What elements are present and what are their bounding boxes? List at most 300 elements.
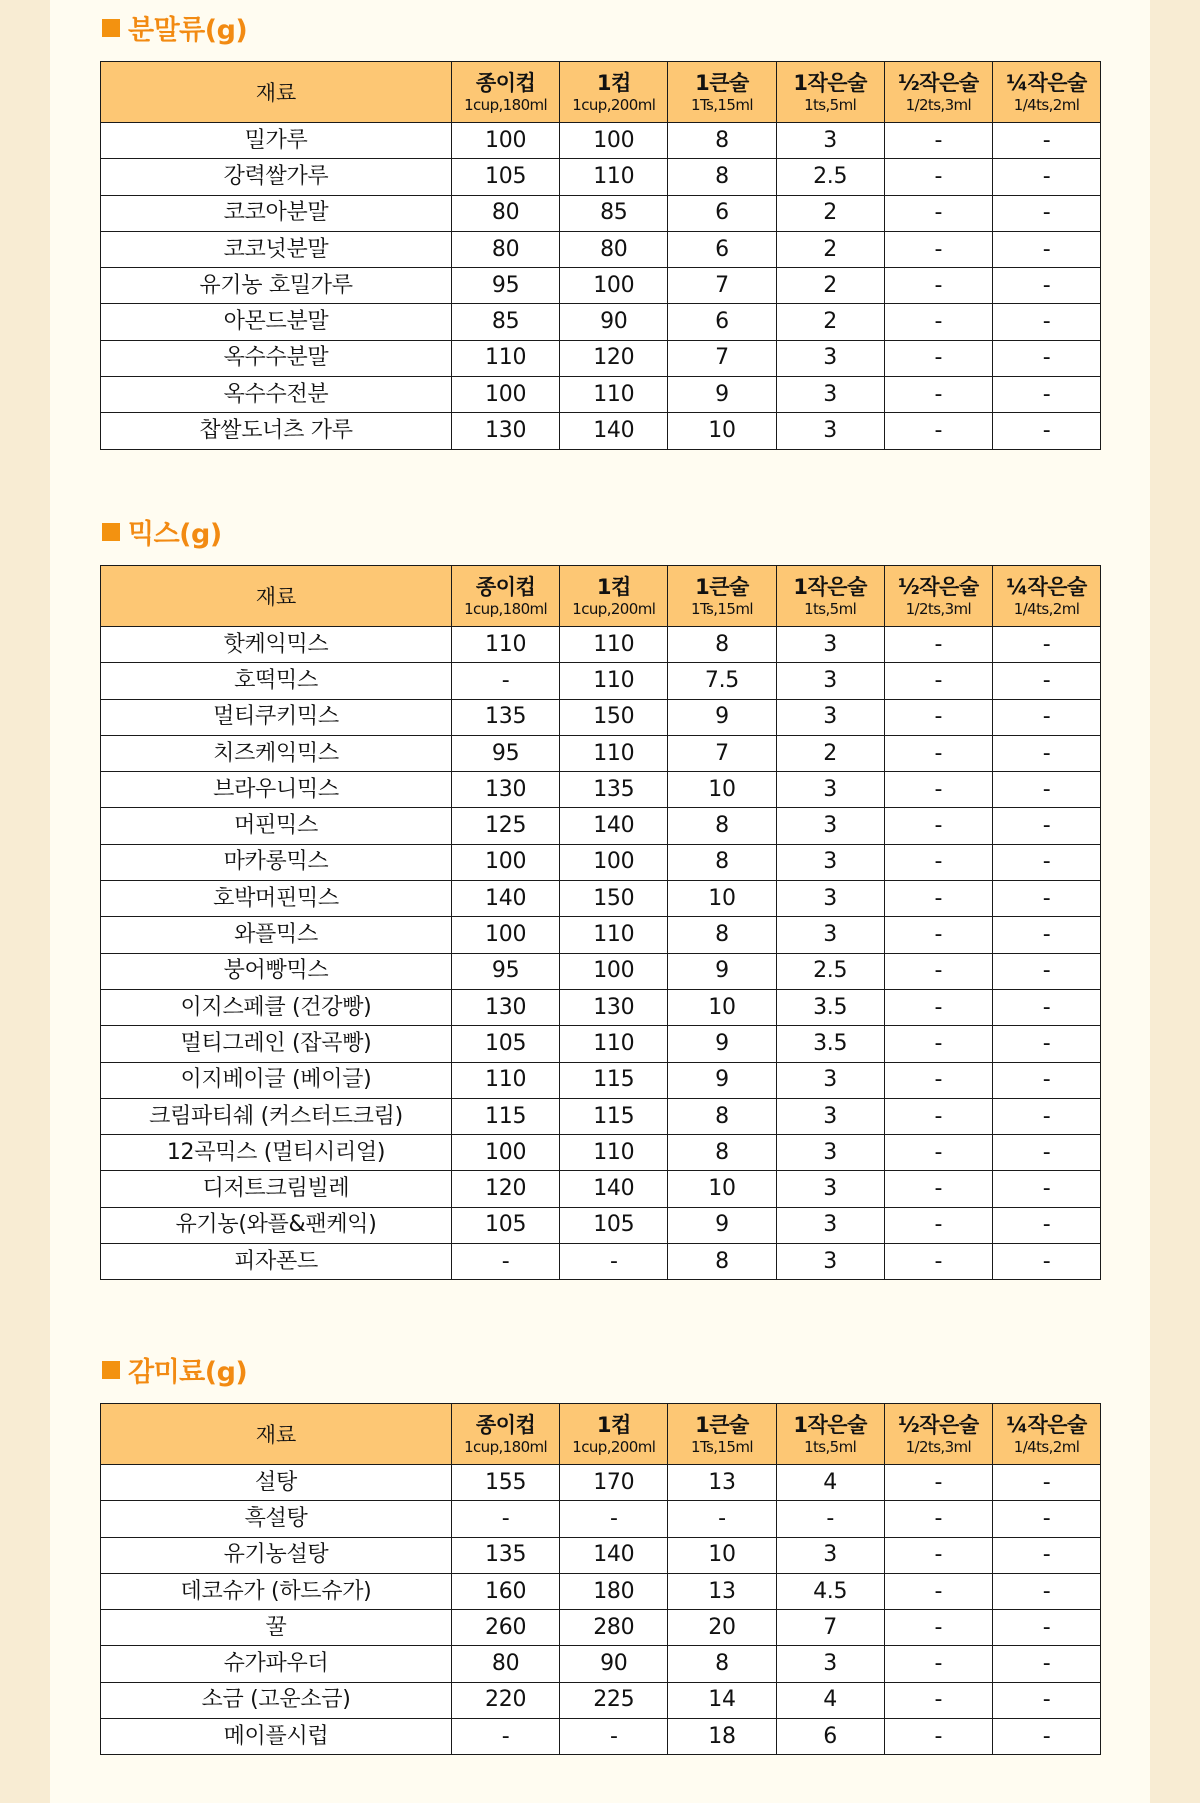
column-header-main: 1큰술 — [695, 574, 749, 599]
column-header-sub: 1Ts,15ml — [691, 95, 753, 114]
measure-cell: 3 — [776, 844, 884, 880]
column-header-sub: 1cup,180ml — [464, 1437, 548, 1456]
measure-cell: 8 — [668, 627, 776, 663]
ingredient-cell: 치즈케익믹스 — [101, 735, 452, 771]
measure-cell: - — [884, 1135, 992, 1171]
measure-cell: 2 — [776, 735, 884, 771]
measure-cell: - — [884, 1573, 992, 1609]
measure-cell: 7.5 — [668, 663, 776, 699]
measure-cell: - — [992, 1719, 1100, 1755]
measure-cell: - — [884, 917, 992, 953]
measure-cell: 4 — [776, 1465, 884, 1501]
column-header-main: 1작은술 — [793, 1412, 867, 1437]
measure-cell: - — [452, 1501, 560, 1537]
measure-cell: 110 — [560, 735, 668, 771]
table-row — [101, 1501, 1101, 1537]
measure-cell: 110 — [560, 377, 668, 413]
ingredient-cell: 브라우니믹스 — [101, 772, 452, 808]
measure-cell: 8 — [668, 1098, 776, 1134]
measure-cell: - — [992, 1501, 1100, 1537]
measure-cell: 140 — [560, 808, 668, 844]
measure-cell: 140 — [560, 1537, 668, 1573]
measure-cell: - — [452, 1244, 560, 1280]
measure-cell: 3 — [776, 627, 884, 663]
column-header — [776, 1404, 884, 1465]
measure-cell: 6 — [668, 231, 776, 267]
column-header — [992, 1404, 1100, 1465]
section-title-text: 감미료(g) — [128, 1357, 248, 1388]
measure-cell: - — [452, 663, 560, 699]
measure-cell: 10 — [668, 881, 776, 917]
column-header-main: 종이컵 — [475, 574, 536, 599]
measure-cell: 7 — [668, 735, 776, 771]
ingredient-cell: 머핀믹스 — [101, 808, 452, 844]
table-body — [101, 627, 1101, 1280]
table-row — [101, 340, 1101, 376]
measure-cell: 220 — [452, 1682, 560, 1718]
measure-cell: - — [884, 1682, 992, 1718]
measure-cell: - — [884, 953, 992, 989]
measure-cell: 170 — [560, 1465, 668, 1501]
column-header — [884, 1404, 992, 1465]
column-header-main: 1작은술 — [793, 574, 867, 599]
column-header — [776, 62, 884, 123]
measure-cell: 130 — [452, 413, 560, 449]
measure-cell: 6 — [668, 195, 776, 231]
measure-cell: 100 — [560, 844, 668, 880]
measure-cell: 10 — [668, 1171, 776, 1207]
square-bullet-icon — [102, 1361, 120, 1379]
measure-cell: 110 — [452, 1062, 560, 1098]
ingredient-cell: 메이플시럽 — [101, 1719, 452, 1755]
table-row — [101, 1537, 1101, 1573]
column-header-main: ¼작은술 — [1006, 70, 1087, 95]
table-row — [101, 1171, 1101, 1207]
measure-cell: 80 — [452, 195, 560, 231]
measure-cell: - — [992, 377, 1100, 413]
measure-cell: 3 — [776, 1135, 884, 1171]
measure-cell: - — [992, 268, 1100, 304]
measure-cell: 9 — [668, 377, 776, 413]
header-row — [101, 1404, 1101, 1465]
measure-cell: 3 — [776, 663, 884, 699]
measure-cell: 18 — [668, 1719, 776, 1755]
measure-cell: - — [992, 413, 1100, 449]
measure-cell: - — [884, 663, 992, 699]
measure-cell: 9 — [668, 953, 776, 989]
column-header-main: 1컵 — [596, 1412, 631, 1437]
column-header-sub: 1/2ts,3ml — [905, 1437, 972, 1456]
column-header-sub: 1cup,200ml — [572, 1437, 656, 1456]
measure-cell: 155 — [452, 1465, 560, 1501]
ingredient-cell: 소금 (고운소금) — [101, 1682, 452, 1718]
table-row — [101, 1610, 1101, 1646]
measure-cell: 80 — [452, 1646, 560, 1682]
column-header-sub: 1/4ts,2ml — [1013, 599, 1080, 618]
column-header-sub: 1/4ts,2ml — [1013, 95, 1080, 114]
measure-cell: 9 — [668, 1026, 776, 1062]
table-row — [101, 377, 1101, 413]
column-header-sub: 1cup,200ml — [572, 599, 656, 618]
measure-cell: 3 — [776, 881, 884, 917]
ingredient-cell: 데코슈가 (하드슈가) — [101, 1573, 452, 1609]
measure-cell: 110 — [560, 917, 668, 953]
section-title-text: 분말류(g) — [128, 15, 248, 46]
section-title-sweeteners — [102, 1350, 247, 1389]
ingredient-cell: 아몬드분말 — [101, 304, 452, 340]
measure-cell: - — [992, 1244, 1100, 1280]
table-row — [101, 1135, 1101, 1171]
measure-cell: 8 — [668, 917, 776, 953]
measure-cell: 100 — [560, 953, 668, 989]
sweeteners-table — [100, 1403, 1101, 1755]
measure-cell: 260 — [452, 1610, 560, 1646]
measure-cell: 9 — [668, 1207, 776, 1243]
measure-cell: 3 — [776, 377, 884, 413]
measure-cell: 100 — [452, 917, 560, 953]
table-header — [101, 1404, 1101, 1465]
measure-cell: - — [884, 231, 992, 267]
column-header-main: ½작은술 — [898, 1412, 979, 1437]
ingredient-cell: 호박머핀믹스 — [101, 881, 452, 917]
measure-cell: - — [884, 1098, 992, 1134]
section-title-text: 믹스(g) — [128, 519, 222, 550]
measure-cell: 280 — [560, 1610, 668, 1646]
table-row — [101, 1098, 1101, 1134]
ingredient-cell: 붕어빵믹스 — [101, 953, 452, 989]
measure-cell: - — [884, 413, 992, 449]
measure-cell: 8 — [668, 844, 776, 880]
measure-cell: 10 — [668, 989, 776, 1025]
column-header-main: 1컵 — [596, 574, 631, 599]
table-row — [101, 1244, 1101, 1280]
measure-cell: 130 — [452, 989, 560, 1025]
ingredient-cell: 와플믹스 — [101, 917, 452, 953]
measure-cell: - — [992, 1135, 1100, 1171]
ingredient-cell: 옥수수분말 — [101, 340, 452, 376]
square-bullet-icon — [102, 19, 120, 37]
measure-cell: - — [992, 1062, 1100, 1098]
column-header — [776, 566, 884, 627]
column-header-main: 1큰술 — [695, 1412, 749, 1437]
measure-cell: 95 — [452, 953, 560, 989]
measure-cell: - — [884, 1610, 992, 1646]
measure-cell: 13 — [668, 1573, 776, 1609]
measure-cell: 225 — [560, 1682, 668, 1718]
measure-cell: 160 — [452, 1573, 560, 1609]
ingredient-cell: 핫케익믹스 — [101, 627, 452, 663]
column-header — [884, 62, 992, 123]
measure-cell: 2 — [776, 231, 884, 267]
table-row — [101, 413, 1101, 449]
table-row — [101, 808, 1101, 844]
ingredient-cell: 이지베이글 (베이글) — [101, 1062, 452, 1098]
column-header-sub: 1cup,180ml — [464, 95, 548, 114]
ingredient-cell: 멀티쿠키믹스 — [101, 699, 452, 735]
ingredient-cell: 코코아분말 — [101, 195, 452, 231]
column-header — [668, 566, 776, 627]
measure-cell: 150 — [560, 699, 668, 735]
measure-cell: 115 — [560, 1062, 668, 1098]
measure-cell: 150 — [560, 881, 668, 917]
measure-cell: 110 — [560, 159, 668, 195]
table-row — [101, 1026, 1101, 1062]
column-header-sub: 1/4ts,2ml — [1013, 1437, 1080, 1456]
table-row — [101, 627, 1101, 663]
measure-cell: - — [992, 1026, 1100, 1062]
column-header-sub: 1Ts,15ml — [691, 599, 753, 618]
measure-cell: - — [992, 304, 1100, 340]
measure-cell: - — [884, 1026, 992, 1062]
measure-cell: 3 — [776, 1244, 884, 1280]
table-row — [101, 881, 1101, 917]
column-header — [560, 62, 668, 123]
table-row — [101, 1573, 1101, 1609]
measure-cell: 2 — [776, 195, 884, 231]
column-header-main: 종이컵 — [475, 1412, 536, 1437]
column-header-main: 1컵 — [596, 70, 631, 95]
measure-cell: 110 — [560, 1135, 668, 1171]
measure-cell: - — [992, 917, 1100, 953]
ingredient-cell: 멀티그레인 (잡곡빵) — [101, 1026, 452, 1062]
measure-cell: - — [992, 1098, 1100, 1134]
measure-cell: - — [884, 772, 992, 808]
page-sheet — [50, 0, 1150, 1803]
ingredient-cell: 유기농(와플&팬케익) — [101, 1207, 452, 1243]
table-row — [101, 989, 1101, 1025]
measure-cell: - — [668, 1501, 776, 1537]
measure-cell: 80 — [560, 231, 668, 267]
measure-cell: 3 — [776, 1646, 884, 1682]
measure-cell: 8 — [668, 1135, 776, 1171]
column-header-ingredient: 재료 — [101, 62, 452, 123]
measure-cell: - — [884, 377, 992, 413]
measure-cell: 140 — [560, 1171, 668, 1207]
ingredient-cell: 코코넛분말 — [101, 231, 452, 267]
column-header — [452, 1404, 560, 1465]
measure-cell: 105 — [452, 1026, 560, 1062]
section-title-powders — [102, 8, 247, 47]
table-body — [101, 123, 1101, 450]
measure-cell: 135 — [560, 772, 668, 808]
table-row — [101, 663, 1101, 699]
ingredient-cell: 호떡믹스 — [101, 663, 452, 699]
measure-cell: - — [884, 340, 992, 376]
column-header-ingredient: 재료 — [101, 1404, 452, 1465]
measure-cell: 8 — [668, 808, 776, 844]
measure-cell: 115 — [452, 1098, 560, 1134]
measure-cell: 85 — [560, 195, 668, 231]
measure-cell: - — [992, 808, 1100, 844]
column-header-ingredient: 재료 — [101, 566, 452, 627]
table-row — [101, 953, 1101, 989]
measure-cell: 2.5 — [776, 159, 884, 195]
measure-cell: 95 — [452, 735, 560, 771]
measure-cell: - — [452, 1719, 560, 1755]
measure-cell: - — [884, 1465, 992, 1501]
measure-cell: - — [884, 699, 992, 735]
measure-cell: 105 — [452, 159, 560, 195]
measure-cell: 115 — [560, 1098, 668, 1134]
measure-cell: - — [884, 989, 992, 1025]
column-header — [992, 62, 1100, 123]
measure-cell: - — [884, 159, 992, 195]
measure-cell: - — [992, 1573, 1100, 1609]
table-header — [101, 62, 1101, 123]
measure-cell: 7 — [668, 268, 776, 304]
ingredient-cell: 디저트크림빌레 — [101, 1171, 452, 1207]
header-row — [101, 566, 1101, 627]
measure-cell: 9 — [668, 699, 776, 735]
column-header-main: 1큰술 — [695, 70, 749, 95]
table-header — [101, 566, 1101, 627]
header-row — [101, 62, 1101, 123]
measure-cell: 3 — [776, 699, 884, 735]
measure-cell: 9 — [668, 1062, 776, 1098]
measure-cell: - — [992, 772, 1100, 808]
ingredient-cell: 강력쌀가루 — [101, 159, 452, 195]
measure-cell: - — [884, 808, 992, 844]
table-row — [101, 699, 1101, 735]
table-row — [101, 844, 1101, 880]
measure-cell: - — [884, 1207, 992, 1243]
measure-cell: 8 — [668, 1244, 776, 1280]
measure-cell: - — [992, 1171, 1100, 1207]
measure-cell: 135 — [452, 699, 560, 735]
measure-cell: - — [992, 989, 1100, 1025]
measure-cell: 105 — [452, 1207, 560, 1243]
measure-cell: - — [884, 735, 992, 771]
measure-cell: - — [884, 1501, 992, 1537]
table-row — [101, 1062, 1101, 1098]
measure-cell: - — [560, 1244, 668, 1280]
table-row — [101, 1207, 1101, 1243]
measure-cell: 100 — [452, 377, 560, 413]
measure-cell: - — [884, 1244, 992, 1280]
measure-cell: - — [884, 1171, 992, 1207]
measure-cell: 6 — [776, 1719, 884, 1755]
measure-cell: - — [884, 268, 992, 304]
ingredient-cell: 밀가루 — [101, 123, 452, 159]
measure-cell: 7 — [668, 340, 776, 376]
measure-cell: 140 — [560, 413, 668, 449]
measure-cell: 140 — [452, 881, 560, 917]
measure-cell: 130 — [560, 989, 668, 1025]
column-header-sub: 1ts,5ml — [804, 1437, 857, 1456]
table-body — [101, 1465, 1101, 1755]
measure-cell: 2 — [776, 268, 884, 304]
measure-cell: 80 — [452, 231, 560, 267]
column-header-main: 1작은술 — [793, 70, 867, 95]
measure-cell: - — [992, 1207, 1100, 1243]
measure-cell: 10 — [668, 413, 776, 449]
measure-cell: 20 — [668, 1610, 776, 1646]
column-header — [452, 566, 560, 627]
measure-cell: - — [992, 340, 1100, 376]
measure-cell: 2 — [776, 304, 884, 340]
measure-cell: - — [884, 627, 992, 663]
measure-cell: 2.5 — [776, 953, 884, 989]
measure-cell: 110 — [560, 627, 668, 663]
measure-cell: 8 — [668, 123, 776, 159]
column-header-sub: 1cup,200ml — [572, 95, 656, 114]
table-row — [101, 1682, 1101, 1718]
measure-cell: 6 — [668, 304, 776, 340]
measure-cell: - — [884, 123, 992, 159]
ingredient-cell: 설탕 — [101, 1465, 452, 1501]
measure-cell: 10 — [668, 1537, 776, 1573]
column-header-main: 종이컵 — [475, 70, 536, 95]
measure-cell: 3 — [776, 1537, 884, 1573]
measure-cell: 3 — [776, 772, 884, 808]
measure-cell: 85 — [452, 304, 560, 340]
powders-table — [100, 61, 1101, 450]
measure-cell: 120 — [560, 340, 668, 376]
column-header-sub: 1Ts,15ml — [691, 1437, 753, 1456]
measure-cell: 90 — [560, 304, 668, 340]
measure-cell: 3 — [776, 1171, 884, 1207]
measure-cell: 10 — [668, 772, 776, 808]
measure-cell: - — [884, 844, 992, 880]
measure-cell: 4 — [776, 1682, 884, 1718]
column-header — [560, 1404, 668, 1465]
measure-cell: - — [992, 1537, 1100, 1573]
measure-cell: 125 — [452, 808, 560, 844]
table-row — [101, 195, 1101, 231]
column-header — [992, 566, 1100, 627]
measure-cell: 100 — [452, 123, 560, 159]
column-header — [668, 62, 776, 123]
measure-cell: - — [992, 1682, 1100, 1718]
measure-cell: - — [560, 1719, 668, 1755]
measure-cell: - — [884, 1646, 992, 1682]
measure-cell: 3.5 — [776, 989, 884, 1025]
measure-cell: - — [884, 1062, 992, 1098]
measure-cell: 100 — [452, 1135, 560, 1171]
table-row — [101, 304, 1101, 340]
ingredient-cell: 이지스페클 (건강빵) — [101, 989, 452, 1025]
column-header-sub: 1ts,5ml — [804, 95, 857, 114]
column-header — [452, 62, 560, 123]
column-header-sub: 1ts,5ml — [804, 599, 857, 618]
column-header-sub: 1cup,180ml — [464, 599, 548, 618]
column-header-main: ½작은술 — [898, 70, 979, 95]
table-row — [101, 772, 1101, 808]
measure-cell: 8 — [668, 1646, 776, 1682]
measure-cell: 7 — [776, 1610, 884, 1646]
ingredient-cell: 유기농설탕 — [101, 1537, 452, 1573]
column-header-sub: 1/2ts,3ml — [905, 599, 972, 618]
measure-cell: 3 — [776, 340, 884, 376]
measure-cell: - — [992, 953, 1100, 989]
table-row — [101, 917, 1101, 953]
square-bullet-icon — [102, 523, 120, 541]
measure-cell: 4.5 — [776, 1573, 884, 1609]
measure-cell: - — [992, 123, 1100, 159]
column-header-sub: 1/2ts,3ml — [905, 95, 972, 114]
measure-cell: 3 — [776, 1062, 884, 1098]
measure-cell: - — [992, 627, 1100, 663]
measure-cell: 110 — [560, 1026, 668, 1062]
measure-cell: - — [884, 1537, 992, 1573]
ingredient-cell: 옥수수전분 — [101, 377, 452, 413]
measure-cell: - — [992, 1646, 1100, 1682]
measure-cell: 3 — [776, 1207, 884, 1243]
table-row — [101, 1719, 1101, 1755]
ingredient-cell: 꿀 — [101, 1610, 452, 1646]
measure-cell: - — [560, 1501, 668, 1537]
table-row — [101, 268, 1101, 304]
